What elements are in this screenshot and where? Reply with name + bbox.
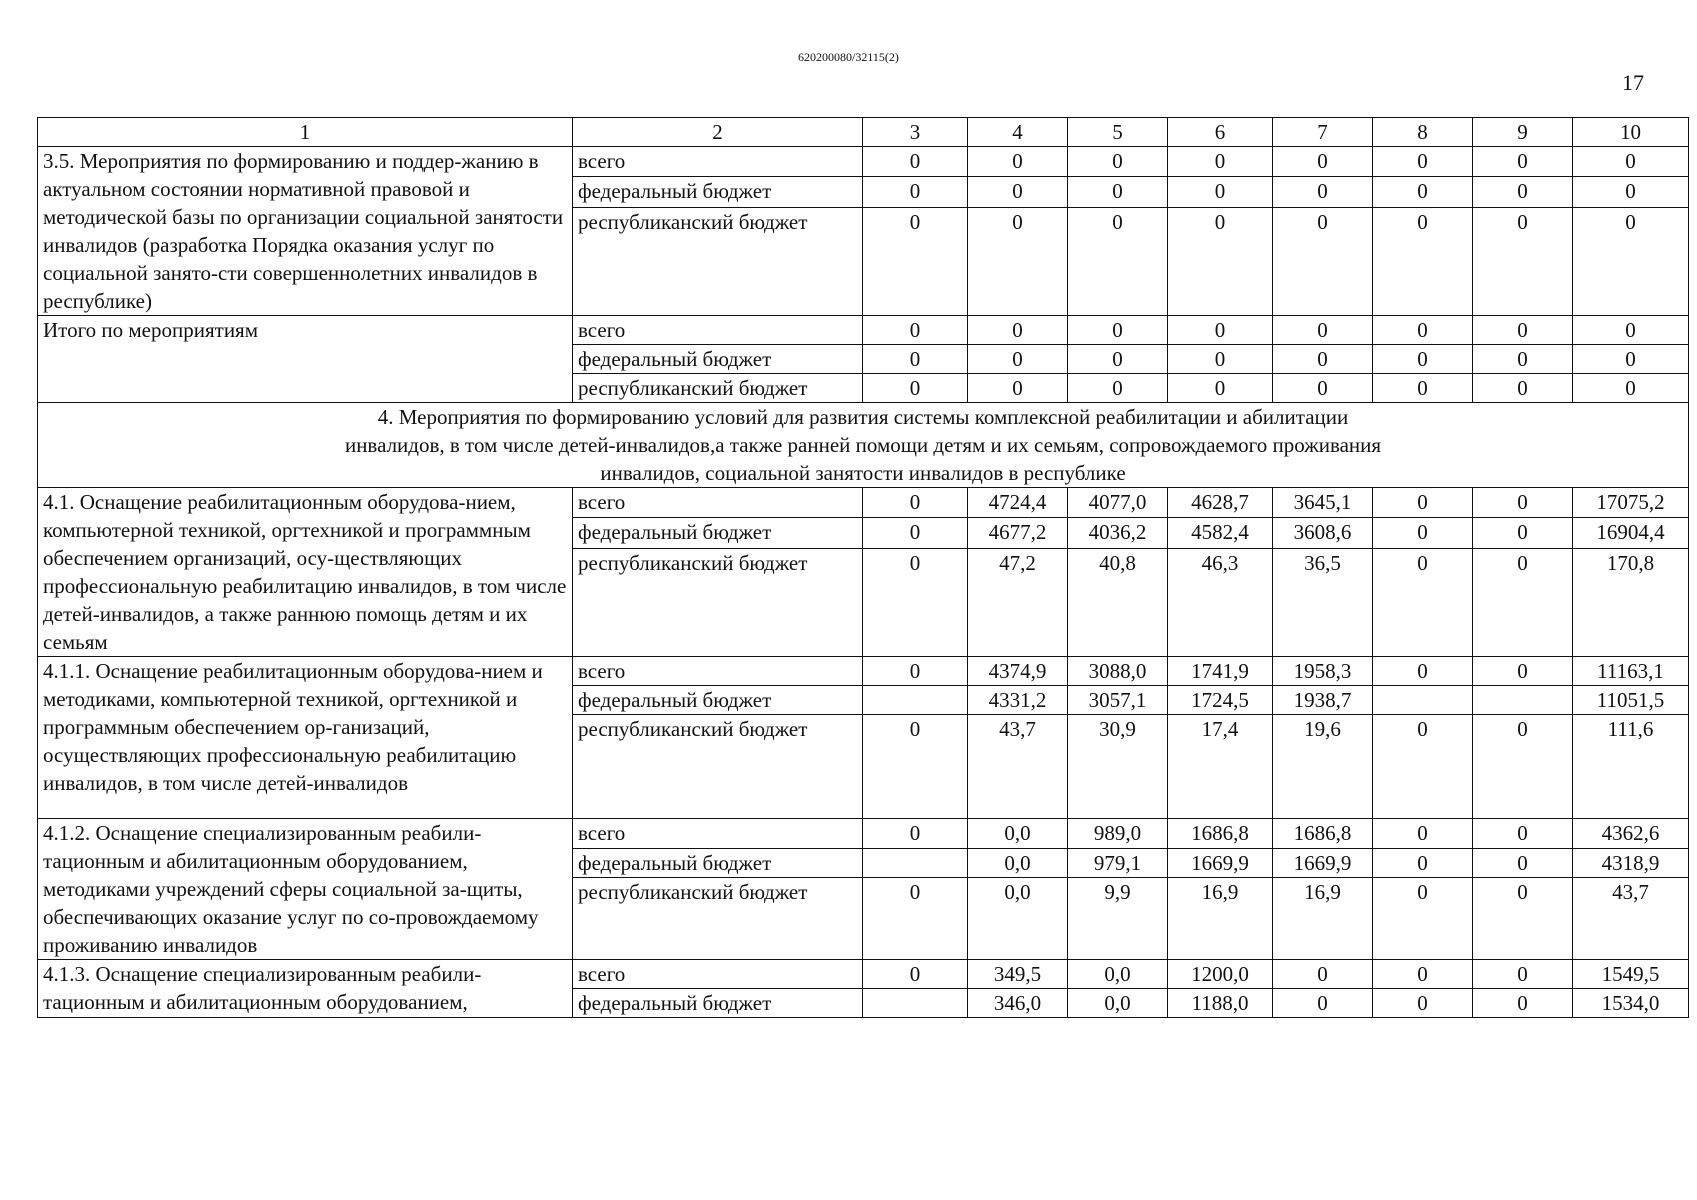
value-cell: 0,0 [968,848,1068,878]
item-4-1-title: 4.1. Оснащение реабилитационным оборудова-нием, компьютерной техникой, оргтехникой и программным обеспечением организаций, осу-ществляющих профессиональную реабилитацию инвалидов, в том числе детей-инвалидов, а также раннюю помощь детям и их семьям [38,488,573,657]
value-cell: 3608,6 [1273,518,1373,548]
value-cell: 1669,9 [1273,848,1373,878]
value-cell: 0 [1573,207,1689,316]
value-cell: 1188,0 [1168,989,1273,1018]
value-cell: 0 [1473,316,1573,345]
value-cell: 0 [1273,960,1373,989]
value-cell: 0 [1373,848,1473,878]
value-cell: 43,7 [968,715,1068,819]
value-cell: 4677,2 [968,518,1068,548]
value-cell: 1549,5 [1573,960,1689,989]
value-cell: 0 [1573,374,1689,403]
value-cell: 0 [863,316,968,345]
value-cell: 0 [1068,207,1168,316]
value-cell: 0 [863,715,968,819]
value-cell: 17,4 [1168,715,1273,819]
value-cell: 349,5 [968,960,1068,989]
value-cell: 0 [1168,374,1273,403]
value-cell: 16,9 [1273,878,1373,960]
column-header: 4 [968,118,1068,147]
value-cell: 4318,9 [1573,848,1689,878]
item-4-1-2-title: 4.1.2. Оснащение специализированным реабили-тационным и абилитационным оборудованием, методиками учреждений сферы социальной за-щиты, обеспечивающих оказание услуг по со-провождаемому проживанию инвалидов [38,819,573,960]
value-cell: 1669,9 [1168,848,1273,878]
funding-source-label: федеральный бюджет [573,345,863,374]
value-cell: 0 [863,657,968,686]
value-cell [1473,686,1573,715]
value-cell: 36,5 [1273,548,1373,657]
section-4-heading-row [38,403,1689,488]
value-cell: 979,1 [1068,848,1168,878]
funding-source-label: республиканский бюджет [573,715,863,819]
value-cell: 4077,0 [1068,488,1168,518]
value-cell: 0 [1373,819,1473,849]
value-cell: 111,6 [1573,715,1689,819]
value-cell: 43,7 [1573,878,1689,960]
value-cell: 0 [863,518,968,548]
value-cell: 0 [1573,345,1689,374]
value-cell: 0 [1473,878,1573,960]
value-cell: 0 [1273,147,1373,177]
value-cell: 0 [1273,374,1373,403]
value-cell: 40,8 [1068,548,1168,657]
value-cell: 0 [1373,518,1473,548]
value-cell: 47,2 [968,548,1068,657]
value-cell: 0 [968,345,1068,374]
column-header: 2 [573,118,863,147]
value-cell: 0 [1373,548,1473,657]
total-events-title: Итого по мероприятиям [38,316,573,403]
value-cell: 0 [1373,147,1473,177]
value-cell: 0 [1068,374,1168,403]
funding-source-label: всего [573,147,863,177]
value-cell: 0 [1473,488,1573,518]
value-cell: 0 [1373,177,1473,207]
section-4-heading: 4. Мероприятия по формированию условий для развития системы комплексной реабилитации и абилитации инвалидов, в том числе детей-инвалидов,а также ранней помощи детям и их семьям, сопровождаемого проживания инвалидов, социальной занятости инвалидов в республике [38,403,1689,488]
value-cell: 16,9 [1168,878,1273,960]
value-cell: 30,9 [1068,715,1168,819]
value-cell: 0 [1473,177,1573,207]
value-cell [1373,686,1473,715]
value-cell: 1741,9 [1168,657,1273,686]
value-cell: 0 [968,177,1068,207]
value-cell: 0 [1373,316,1473,345]
table-row [38,960,1689,989]
value-cell: 0 [968,316,1068,345]
item-4-1-3-title: 4.1.3. Оснащение специализированным реабили-тационным и абилитационным оборудованием, [38,960,573,1018]
value-cell: 1724,5 [1168,686,1273,715]
value-cell: 0 [1068,316,1168,345]
value-cell: 0 [863,147,968,177]
column-number-row [38,118,1689,147]
value-cell: 0 [1573,316,1689,345]
value-cell: 0 [1473,848,1573,878]
value-cell: 0 [1273,316,1373,345]
column-header: 3 [863,118,968,147]
value-cell: 46,3 [1168,548,1273,657]
value-cell: 0 [1168,316,1273,345]
funding-source-label: федеральный бюджет [573,518,863,548]
value-cell: 0 [1373,989,1473,1018]
table-body [38,118,1689,1018]
value-cell: 1534,0 [1573,989,1689,1018]
value-cell: 0 [1168,345,1273,374]
table-row [38,488,1689,518]
value-cell: 0 [1473,548,1573,657]
value-cell: 11163,1 [1573,657,1689,686]
value-cell: 0 [863,374,968,403]
value-cell: 0 [863,878,968,960]
value-cell: 170,8 [1573,548,1689,657]
column-header: 5 [1068,118,1168,147]
value-cell [863,848,968,878]
item-3-5-title: 3.5. Мероприятия по формированию и поддер-жанию в актуальном состоянии нормативной правовой и методической базы по организации социальной занятости инвалидов (разработка Порядка оказания услуг по социальной занято-сти совершеннолетних инвалидов в республике) [38,147,573,316]
value-cell: 0,0 [968,878,1068,960]
funding-source-label: республиканский бюджет [573,878,863,960]
value-cell: 17075,2 [1573,488,1689,518]
value-cell: 989,0 [1068,819,1168,849]
value-cell: 0 [863,960,968,989]
value-cell: 0 [1373,878,1473,960]
value-cell: 0,0 [1068,960,1168,989]
value-cell: 0 [1273,177,1373,207]
value-cell: 4582,4 [1168,518,1273,548]
value-cell: 0 [1273,345,1373,374]
value-cell: 0 [1473,345,1573,374]
value-cell: 0 [1473,518,1573,548]
table-row [38,316,1689,345]
value-cell: 0 [968,147,1068,177]
value-cell: 0 [1168,207,1273,316]
value-cell: 1200,0 [1168,960,1273,989]
value-cell: 0 [863,819,968,849]
funding-source-label: федеральный бюджет [573,989,863,1018]
column-header: 9 [1473,118,1573,147]
value-cell: 0 [1473,374,1573,403]
value-cell: 0 [1473,960,1573,989]
funding-source-label: республиканский бюджет [573,548,863,657]
budget-table [37,117,1689,1018]
column-header: 8 [1373,118,1473,147]
column-header: 1 [38,118,573,147]
value-cell: 0 [1373,374,1473,403]
value-cell: 0 [1168,147,1273,177]
value-cell: 9,9 [1068,878,1168,960]
value-cell: 0 [1573,177,1689,207]
value-cell: 4374,9 [968,657,1068,686]
value-cell: 3057,1 [1068,686,1168,715]
value-cell: 0 [863,488,968,518]
funding-source-label: федеральный бюджет [573,177,863,207]
column-header: 6 [1168,118,1273,147]
funding-source-label: республиканский бюджет [573,374,863,403]
value-cell: 0 [1473,819,1573,849]
value-cell: 0,0 [968,819,1068,849]
value-cell: 1686,8 [1273,819,1373,849]
value-cell: 11051,5 [1573,686,1689,715]
value-cell: 1938,7 [1273,686,1373,715]
value-cell: 3088,0 [1068,657,1168,686]
value-cell [863,686,968,715]
funding-source-label: всего [573,819,863,849]
funding-source-label: всего [573,657,863,686]
value-cell: 4036,2 [1068,518,1168,548]
value-cell: 0,0 [1068,989,1168,1018]
value-cell: 0 [1473,715,1573,819]
funding-source-label: федеральный бюджет [573,848,863,878]
value-cell: 3645,1 [1273,488,1373,518]
value-cell: 4362,6 [1573,819,1689,849]
value-cell: 0 [1373,657,1473,686]
value-cell: 1958,3 [1273,657,1373,686]
table-row [38,147,1689,177]
value-cell: 0 [1473,207,1573,316]
value-cell: 16904,4 [1573,518,1689,548]
value-cell: 0 [1373,345,1473,374]
value-cell: 0 [1473,989,1573,1018]
funding-source-label: федеральный бюджет [573,686,863,715]
funding-source-label: всего [573,488,863,518]
value-cell: 0 [1068,147,1168,177]
value-cell: 0 [1273,207,1373,316]
value-cell: 0 [863,207,968,316]
value-cell: 4724,4 [968,488,1068,518]
value-cell: 0 [1068,177,1168,207]
table-row [38,657,1689,686]
value-cell: 0 [1373,488,1473,518]
value-cell: 4331,2 [968,686,1068,715]
funding-source-label: республиканский бюджет [573,207,863,316]
item-4-1-1-title: 4.1.1. Оснащение реабилитационным оборудова-нием и методиками, компьютерной техникой, оргтехникой и программным обеспечением ор-ганизаций, осуществляющих профессиональную реабилитацию инвалидов, в том числе детей-инвалидов [38,657,573,819]
value-cell: 0 [863,345,968,374]
value-cell: 0 [968,207,1068,316]
value-cell: 0 [1473,147,1573,177]
value-cell: 0 [1373,207,1473,316]
value-cell: 346,0 [968,989,1068,1018]
funding-source-label: всего [573,960,863,989]
document-code: 620200080/32115(2) [798,50,899,64]
value-cell: 0 [1373,715,1473,819]
value-cell: 0 [863,548,968,657]
value-cell: 0 [1573,147,1689,177]
table-row [38,819,1689,849]
value-cell: 0 [1373,960,1473,989]
value-cell [863,989,968,1018]
page-number: 17 [1622,70,1644,95]
value-cell: 0 [1068,345,1168,374]
column-header: 7 [1273,118,1373,147]
value-cell: 4628,7 [1168,488,1273,518]
value-cell: 0 [1273,989,1373,1018]
value-cell: 0 [1168,177,1273,207]
funding-source-label: всего [573,316,863,345]
column-header: 10 [1573,118,1689,147]
value-cell: 0 [863,177,968,207]
value-cell: 0 [1473,657,1573,686]
value-cell: 1686,8 [1168,819,1273,849]
value-cell: 19,6 [1273,715,1373,819]
value-cell: 0 [968,374,1068,403]
